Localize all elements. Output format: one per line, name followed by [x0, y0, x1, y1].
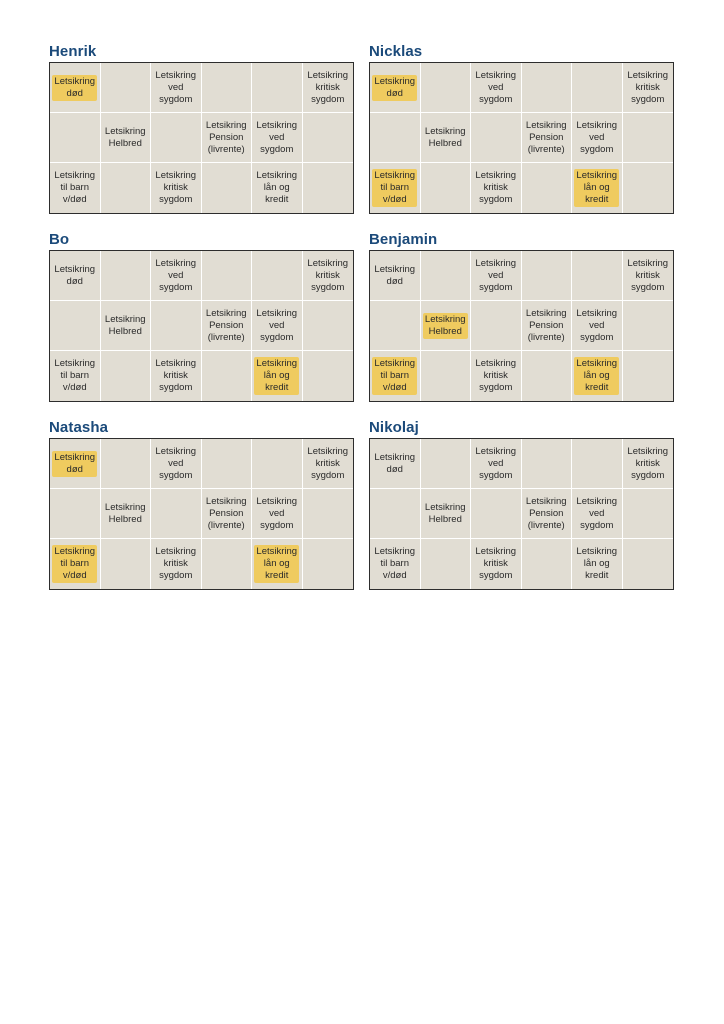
coverage-label: Letsikring kritisk sygdom [307, 69, 349, 105]
grid-cell [252, 351, 303, 401]
grid-cell [471, 63, 522, 113]
grid-cell [370, 351, 421, 401]
grid-cell-empty [101, 539, 152, 589]
grid-cell [303, 251, 354, 301]
grid-cell-empty [471, 489, 522, 539]
grid-cell-empty [151, 301, 202, 351]
coverage-label: Letsikring ved sygdom [155, 445, 197, 481]
coverage-grid [369, 250, 674, 402]
grid-cell-empty [421, 251, 472, 301]
coverage-label: Letsikring Helbred [424, 125, 466, 149]
grid-cell [421, 113, 472, 163]
grid-cell [421, 301, 472, 351]
grid-cell-empty [421, 163, 472, 213]
coverage-label: Letsikring lån og kredit [576, 546, 618, 581]
coverage-label: Letsikring Helbred [424, 501, 466, 525]
grid-cell-empty [151, 489, 202, 539]
grid-cell [572, 301, 623, 351]
grid-cell-empty [303, 163, 354, 213]
coverage-label: Letsikring ved sygdom [576, 495, 618, 531]
grid-cell-empty [101, 163, 152, 213]
coverage-label: Letsikring ved sygdom [155, 69, 197, 105]
person-block [369, 418, 674, 590]
grid-cell-empty [101, 351, 152, 401]
grid-cell-empty [421, 439, 472, 489]
grid-cell [151, 539, 202, 589]
grid-cell-empty [572, 63, 623, 113]
grid-cell-empty [50, 489, 101, 539]
grid-cell-empty [202, 439, 253, 489]
grid-cell [623, 251, 674, 301]
grid-cell [101, 301, 152, 351]
grid-cell-empty [623, 489, 674, 539]
person-name: Nicklas [369, 43, 423, 60]
person-name: Henrik [49, 43, 97, 60]
grid-cell-empty [202, 351, 253, 401]
coverage-label: Letsikring kritisk sygdom [475, 546, 517, 581]
grid-cell-empty [370, 301, 421, 351]
coverage-label: Letsikring Pension (livrente) [525, 495, 567, 531]
grid-cell [202, 113, 253, 163]
coverage-label: Letsikring ved sygdom [576, 307, 618, 343]
highlighted-coverage-label: Letsikring lån og kredit [256, 358, 298, 393]
grid-cell [370, 251, 421, 301]
coverage-label: Letsikring ved sygdom [475, 257, 517, 293]
person-block [49, 42, 354, 214]
coverage-label: Letsikring ved sygdom [256, 495, 298, 531]
grid-cell [572, 163, 623, 213]
grid-cell [202, 301, 253, 351]
person-block [49, 230, 354, 402]
coverage-label: Letsikring kritisk sygdom [627, 69, 669, 105]
grid-cell-empty [522, 439, 573, 489]
coverage-label: Letsikring død [54, 263, 96, 287]
coverage-grid [49, 250, 354, 402]
coverage-label: Letsikring Pension (livrente) [205, 495, 247, 531]
highlighted-coverage-label: Letsikring til barn v/død [374, 358, 416, 393]
person-block [369, 230, 674, 402]
grid-cell [572, 489, 623, 539]
grid-cell [50, 163, 101, 213]
grid-cell [50, 439, 101, 489]
person-block [49, 418, 354, 590]
grid-cell [50, 351, 101, 401]
grid-cell [151, 251, 202, 301]
grid-cell-empty [421, 539, 472, 589]
grid-cell-empty [50, 301, 101, 351]
grid-cell [151, 163, 202, 213]
coverage-label: Letsikring ved sygdom [576, 119, 618, 155]
grid-cell [252, 113, 303, 163]
coverage-label: Letsikring Helbred [104, 501, 146, 525]
grid-cell-empty [623, 539, 674, 589]
coverage-label: Letsikring kritisk sygdom [475, 170, 517, 205]
grid-cell-empty [101, 439, 152, 489]
grid-cell [370, 539, 421, 589]
person-name: Benjamin [369, 231, 438, 248]
grid-cell-empty [421, 63, 472, 113]
grid-cell-empty [623, 351, 674, 401]
coverage-label: Letsikring kritisk sygdom [155, 358, 197, 393]
grid-cell-empty [522, 351, 573, 401]
grid-cell-empty [252, 63, 303, 113]
grid-cell [252, 539, 303, 589]
grid-cell [202, 489, 253, 539]
highlighted-coverage-label: Letsikring til barn v/død [54, 546, 96, 581]
coverage-label: Letsikring kritisk sygdom [307, 257, 349, 293]
grid-cell-empty [50, 113, 101, 163]
grid-cell-empty [623, 163, 674, 213]
grid-cell-empty [252, 251, 303, 301]
grid-cell-empty [572, 251, 623, 301]
grid-cell-empty [303, 301, 354, 351]
grid-cell [370, 163, 421, 213]
coverage-label: Letsikring ved sygdom [155, 257, 197, 293]
coverage-label: Letsikring Helbred [104, 125, 146, 149]
highlighted-coverage-label: Letsikring død [54, 75, 96, 99]
grid-cell [50, 251, 101, 301]
coverage-label: Letsikring til barn v/død [54, 170, 96, 205]
coverage-label: Letsikring ved sygdom [256, 119, 298, 155]
coverage-label: Letsikring ved sygdom [475, 69, 517, 105]
coverage-label: Letsikring kritisk sygdom [475, 358, 517, 393]
grid-cell [572, 113, 623, 163]
highlighted-coverage-label: Letsikring lån og kredit [576, 170, 618, 205]
grid-cell [522, 113, 573, 163]
grid-cell [101, 489, 152, 539]
person-name: Bo [49, 231, 70, 248]
grid-cell [471, 439, 522, 489]
grid-cell-empty [370, 113, 421, 163]
grid-cell [50, 539, 101, 589]
person-block [369, 42, 674, 214]
grid-cell [471, 163, 522, 213]
grid-cell [50, 63, 101, 113]
coverage-grid [369, 438, 674, 590]
grid-cell-empty [202, 539, 253, 589]
grid-cell [303, 439, 354, 489]
grid-cell [252, 301, 303, 351]
grid-cell [303, 63, 354, 113]
grid-cell-empty [522, 63, 573, 113]
grid-cell-empty [202, 163, 253, 213]
grid-cell [572, 539, 623, 589]
grid-cell-empty [623, 301, 674, 351]
grid-cell-empty [101, 63, 152, 113]
grid-cell-empty [151, 113, 202, 163]
grid-cell [151, 63, 202, 113]
grid-cell-empty [471, 301, 522, 351]
grid-cell [370, 439, 421, 489]
coverage-grid [369, 62, 674, 214]
coverage-label: Letsikring død [374, 263, 416, 287]
grid-cell [101, 113, 152, 163]
coverage-label: Letsikring Pension (livrente) [525, 119, 567, 155]
highlighted-coverage-label: Letsikring død [54, 451, 96, 475]
grid-cell-empty [572, 439, 623, 489]
coverage-label: Letsikring Pension (livrente) [525, 307, 567, 343]
coverage-label: Letsikring til barn v/død [374, 546, 416, 581]
person-name: Nikolaj [369, 419, 419, 436]
person-name: Natasha [49, 419, 109, 436]
grid-cell [252, 489, 303, 539]
highlighted-coverage-label: Letsikring lån og kredit [256, 546, 298, 581]
coverage-label: Letsikring kritisk sygdom [155, 546, 197, 581]
coverage-label: Letsikring ved sygdom [256, 307, 298, 343]
grid-cell [151, 351, 202, 401]
grid-cell [572, 351, 623, 401]
coverage-label: Letsikring ved sygdom [475, 445, 517, 481]
grid-cell-empty [303, 351, 354, 401]
coverage-label: Letsikring Pension (livrente) [205, 307, 247, 343]
highlighted-coverage-label: Letsikring lån og kredit [576, 358, 618, 393]
grid-cell-empty [522, 163, 573, 213]
grid-cell-empty [471, 113, 522, 163]
grid-cell-empty [522, 539, 573, 589]
grid-cell [370, 63, 421, 113]
grid-cell [471, 251, 522, 301]
grid-cell [522, 489, 573, 539]
coverage-label: Letsikring lån og kredit [256, 170, 298, 205]
highlighted-coverage-label: Letsikring Helbred [424, 313, 466, 337]
coverage-label: Letsikring Pension (livrente) [205, 119, 247, 155]
coverage-label: Letsikring kritisk sygdom [627, 445, 669, 481]
grid-cell [623, 63, 674, 113]
coverage-label: Letsikring til barn v/død [54, 358, 96, 393]
coverage-grid [49, 438, 354, 590]
coverage-label: Letsikring kritisk sygdom [307, 445, 349, 481]
grid-cell [471, 351, 522, 401]
grid-cell-empty [303, 113, 354, 163]
grid-cell [252, 163, 303, 213]
coverage-label: Letsikring kritisk sygdom [627, 257, 669, 293]
grid-cell [421, 489, 472, 539]
grid-cell [151, 439, 202, 489]
grid-cell-empty [303, 489, 354, 539]
grid-cell-empty [101, 251, 152, 301]
grid-cell [471, 539, 522, 589]
coverage-grid [49, 62, 354, 214]
highlighted-coverage-label: Letsikring til barn v/død [374, 170, 416, 205]
grid-cell-empty [623, 113, 674, 163]
coverage-label: Letsikring Helbred [104, 313, 146, 337]
grid-cell [522, 301, 573, 351]
grid-cell-empty [252, 439, 303, 489]
highlighted-coverage-label: Letsikring død [374, 75, 416, 99]
grid-cell [623, 439, 674, 489]
grid-cell-empty [202, 251, 253, 301]
grid-cell-empty [370, 489, 421, 539]
grid-cell-empty [303, 539, 354, 589]
grid-cell-empty [202, 63, 253, 113]
grid-cell-empty [522, 251, 573, 301]
coverage-label: Letsikring død [374, 451, 416, 475]
coverage-label: Letsikring kritisk sygdom [155, 170, 197, 205]
grid-cell-empty [421, 351, 472, 401]
